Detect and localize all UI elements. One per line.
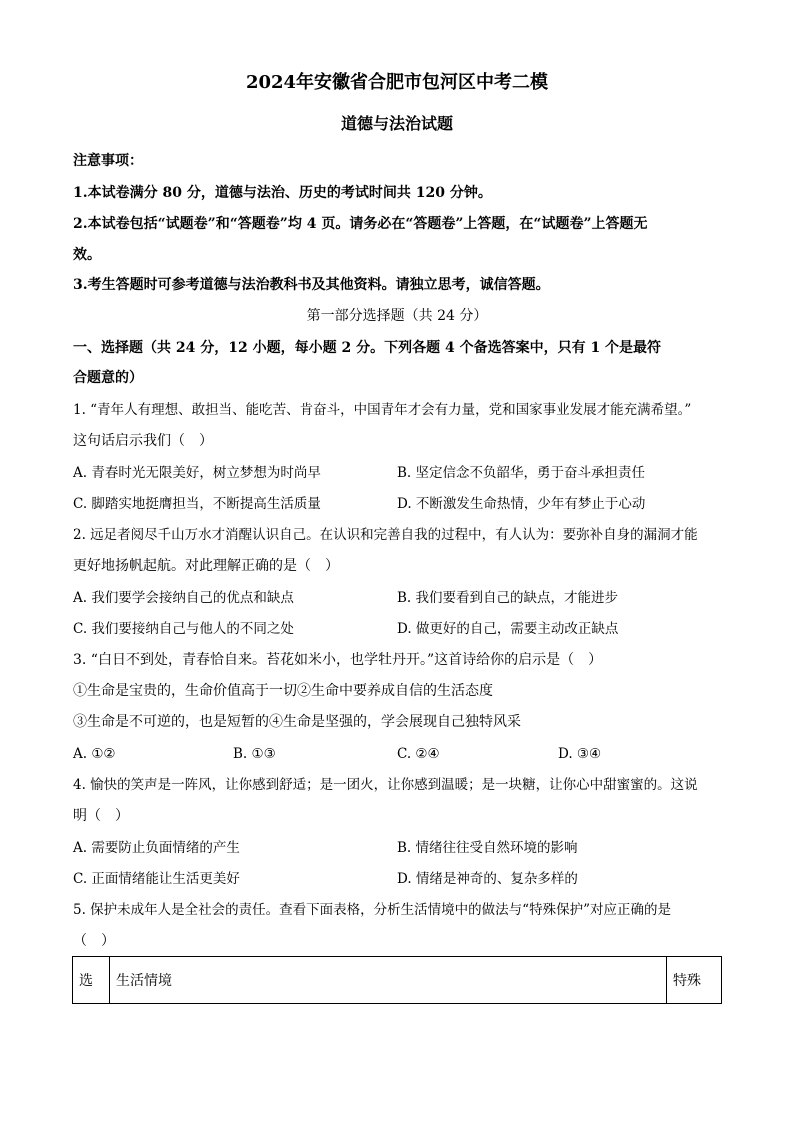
option-a: A. 青春时光无限美好，树立梦想为时尚早 bbox=[73, 465, 321, 481]
notice-item: 1.本试卷满分 80 分，道德与法治、历史的考试时间共 120 分钟。 bbox=[73, 185, 492, 201]
table-header-cell: 生活情境 bbox=[110, 957, 667, 1004]
notice-item: 2.本试卷包括“试题卷”和“答题卷”均 4 页。请务必在“答题卷”上答题，在“试题卷”上答题无 bbox=[73, 216, 648, 232]
option-b: B. ①③ bbox=[233, 746, 276, 762]
table-header-row bbox=[73, 957, 722, 1004]
option-a: A. ①② bbox=[73, 746, 116, 762]
question-stem: 3. “白日不到处，青春恰自来。苔花如米小，也学牡丹开。”这首诗给你的启示是（ ） bbox=[73, 652, 603, 668]
question-statement: ①生命是宝贵的，生命价值高于一切②生命中要养成自信的生活态度 bbox=[73, 683, 493, 699]
option-c: C. ②④ bbox=[397, 746, 440, 762]
question-stem: 1. “青年人有理想、敢担当、能吃苦、肯奋斗，中国青年才会有力量，党和国家事业发展才能充满希望。” bbox=[73, 402, 692, 418]
table-header-cell: 特殊 bbox=[667, 957, 722, 1004]
notice-heading: 注意事项： bbox=[73, 153, 143, 169]
section-heading: 一、选择题（共 24 分，12 小题，每小题 2 分。下列各题 4 个备选答案中，只有 1 个是最符 bbox=[73, 340, 662, 356]
option-a: A. 需要防止负面情绪的产生 bbox=[73, 840, 240, 856]
part-title: 第一部分选择题（共 24 分） bbox=[306, 308, 488, 324]
option-a: A. 我们要学会接纳自己的优点和缺点 bbox=[73, 590, 294, 606]
exam-subject: 道德与法治试题 bbox=[340, 114, 453, 133]
option-d: D. ③④ bbox=[558, 746, 602, 762]
question-stem: 2. 远足者阅尽千山万水才消醒认识自己。在认识和完善自我的过程中，有人认为：要弥补自身的漏洞才能 bbox=[73, 527, 698, 543]
notice-item: 效。 bbox=[73, 247, 101, 263]
option-c: C. 我们要接纳自己与他人的不同之处 bbox=[73, 621, 294, 637]
question-stem: 明（ ） bbox=[73, 808, 129, 824]
option-c: C. 脚踏实地挺膺担当，不断提高生活质量 bbox=[73, 496, 321, 512]
option-c: C. 正面情绪能让生活更美好 bbox=[73, 871, 240, 887]
question-stem: （ ） bbox=[73, 933, 115, 949]
table-header-cell: 选 bbox=[73, 957, 110, 1004]
question-stem: 更好地扬帆起航。对此理解正确的是（ ） bbox=[73, 558, 339, 574]
option-b: B. 情绪往往受自然环境的影响 bbox=[397, 840, 578, 856]
option-d: D. 情绪是神奇的、复杂多样的 bbox=[397, 871, 578, 887]
notice-item: 3.考生答题时可参考道德与法治教科书及其他资料。请独立思考，诚信答题。 bbox=[73, 277, 550, 293]
question-statement: ③生命是不可逆的，也是短暂的④生命是坚强的，学会展现自己独特风采 bbox=[73, 714, 521, 730]
question-stem: 这句话启示我们（ ） bbox=[73, 433, 213, 449]
option-d: D. 不断激发生命热情，少年有梦止于心动 bbox=[397, 496, 646, 512]
question-stem: 5. 保护未成年人是全社会的责任。查看下面表格，分析生活情境中的做法与“特殊保护”对应正确的是 bbox=[73, 902, 671, 918]
section-heading: 合题意的） bbox=[73, 370, 143, 386]
exam-title: 2024年安徽省合肥市包河区中考二模 bbox=[245, 72, 549, 93]
option-b: B. 我们要看到自己的缺点，才能进步 bbox=[397, 590, 619, 606]
option-d: D. 做更好的自己，需要主动改正缺点 bbox=[397, 621, 619, 637]
question-stem: 4. 愉快的笑声是一阵风，让你感到舒适；是一团火，让你感到温暖；是一块糖，让你心中甜蜜蜜的。这说 bbox=[73, 777, 698, 793]
question-table bbox=[72, 956, 722, 1004]
option-b: B. 坚定信念不负韶华，勇于奋斗承担责任 bbox=[397, 465, 646, 481]
